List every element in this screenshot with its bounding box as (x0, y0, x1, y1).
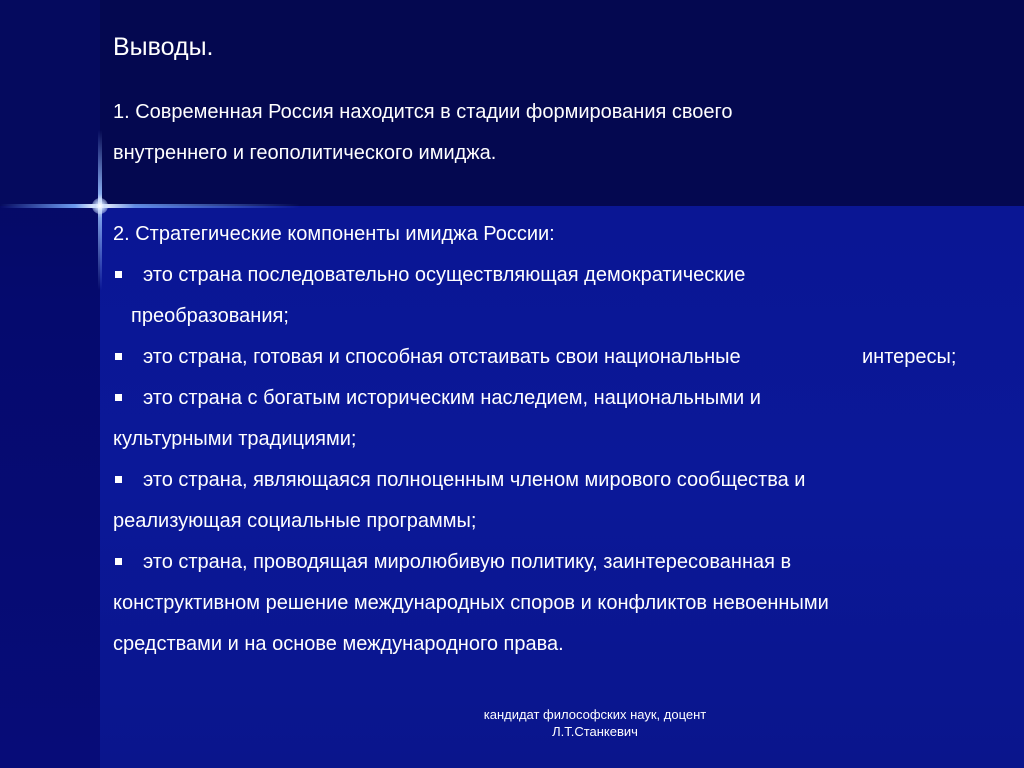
point1-line2: внутреннего и геополитического имиджа. (113, 142, 497, 164)
light-flare-horizontal (0, 204, 300, 208)
point1-line1: 1. Современная Россия находится в стадии формирования своего (113, 101, 733, 123)
bullet-1-line1: это страна последовательно осуществляющая демократические (143, 264, 746, 286)
footer-author-title: кандидат философских наук, доцент (483, 707, 707, 722)
bullet-5-line1: это страна, проводящая миролюбивую политику, заинтересованная в (143, 551, 792, 573)
bullet-5-line2: конструктивном решение международных споров и конфликтов невоенными (113, 592, 829, 614)
bullet-marker-2 (115, 353, 122, 360)
bullet-marker-4 (115, 476, 122, 483)
bullet-5-line3: средствами и на основе международного права. (113, 633, 564, 655)
bullet-4-line1: это страна, являющаяся полноценным членом мирового сообщества и (143, 469, 806, 491)
background-left-top (0, 0, 100, 206)
bullet-marker-3 (115, 394, 122, 401)
bullet-1-line2: преобразования; (131, 305, 289, 327)
bullet-3-line1: это страна с богатым историческим наследием, национальными и (143, 387, 761, 409)
bullet-marker-1 (115, 271, 122, 278)
bullet-4-line2: реализующая социальные программы; (113, 510, 477, 532)
point2-heading: 2. Стратегические компоненты имиджа России: (113, 223, 555, 245)
bullet-2-line1-part2: интересы; (862, 346, 957, 368)
bullet-3-line2: культурными традициями; (113, 428, 357, 450)
slide-title: Выводы. (113, 33, 214, 61)
footer-author-name: Л.Т.Станкевич (552, 724, 638, 739)
bullet-2-line1-part1: это страна, готовая и способная отстаивать свои национальные (143, 346, 741, 368)
bullet-marker-5 (115, 558, 122, 565)
light-flare-core (92, 198, 108, 214)
